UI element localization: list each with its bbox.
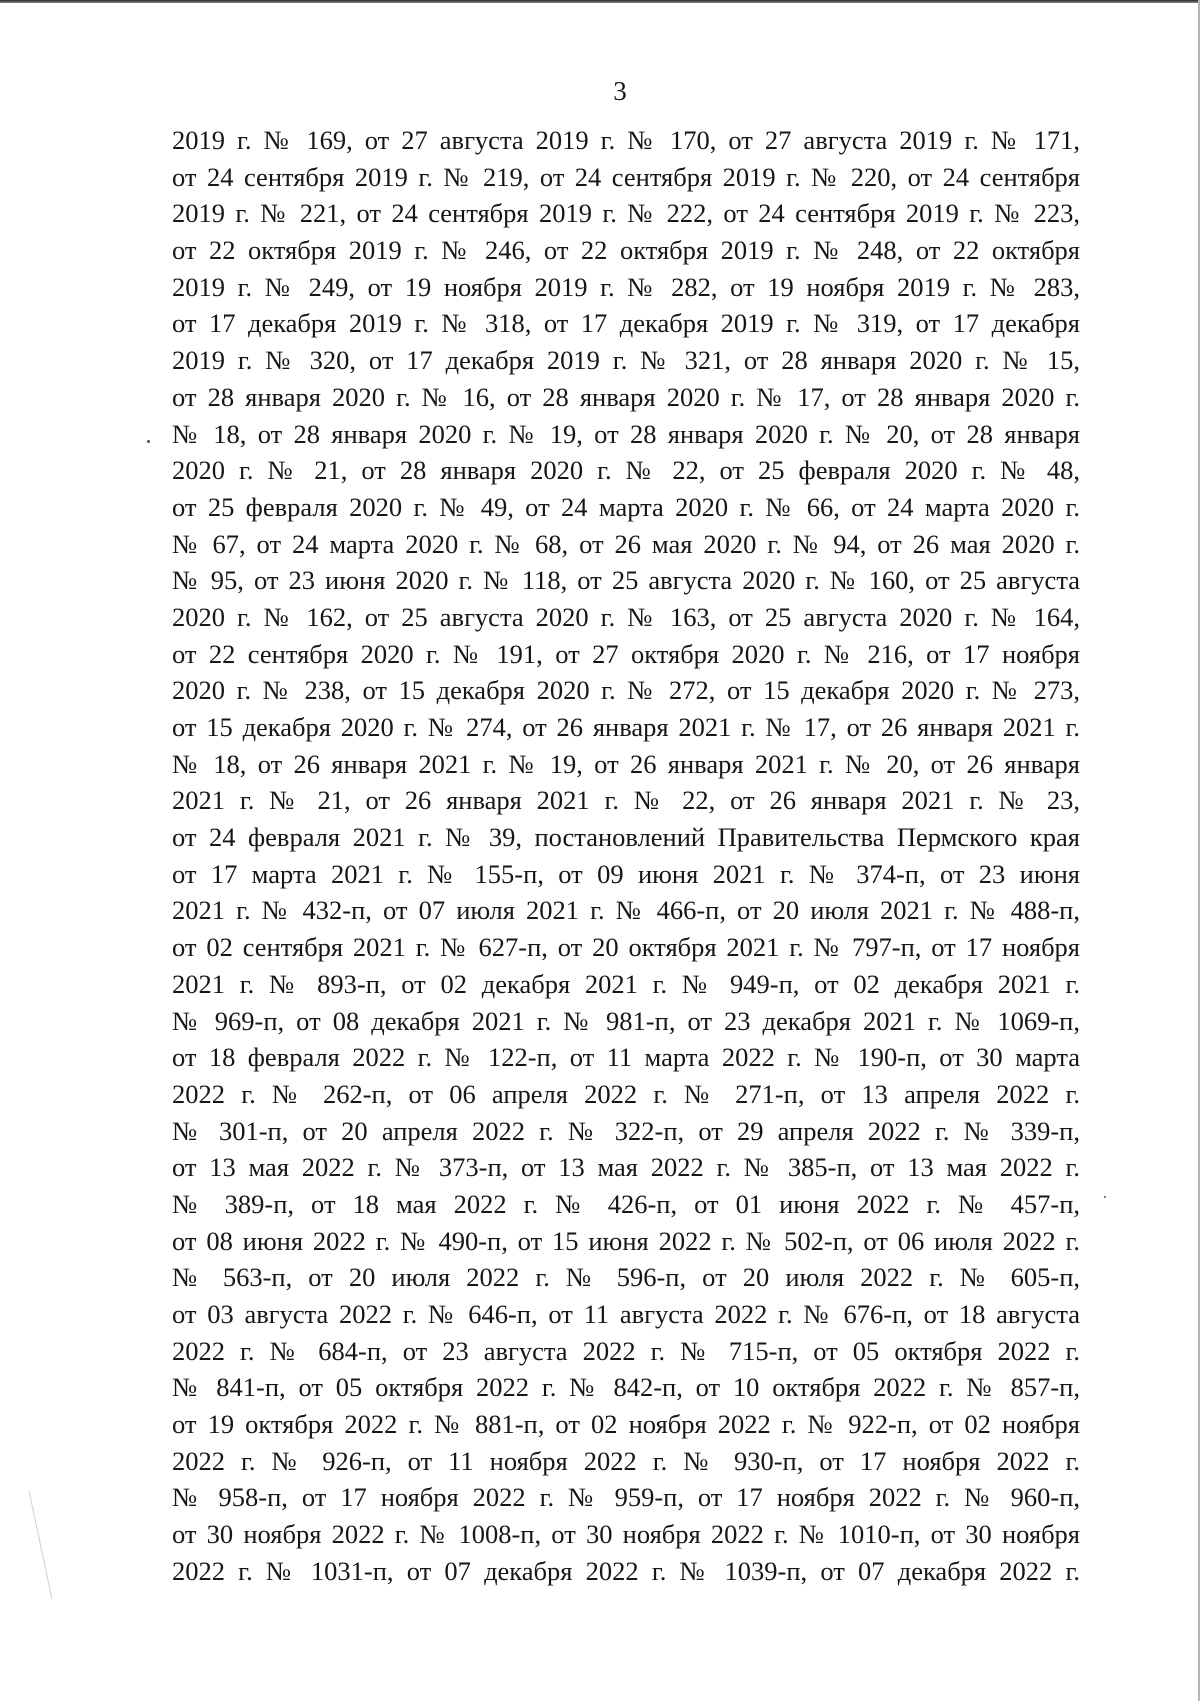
text-line: от 24 февраля 2021 г. № 39, постановлений Правительства Пермского края [172, 822, 1080, 853]
text-line: 2022 г. № 684-п, от 23 августа 2022 г. № 715-п, от 05 октября 2022 г. [172, 1335, 1080, 1366]
text-line: 2022 г. № 262-п, от 06 апреля 2022 г. № 271-п, от 13 апреля 2022 г. [172, 1078, 1080, 1109]
text-line: 2019 г. № 169, от 27 августа 2019 г. № 170, от 27 августа 2019 г. № 171, [172, 125, 1080, 155]
text-line: от 25 февраля 2020 г. № 49, от 24 марта 2020 г. № 66, от 24 марта 2020 г. [172, 491, 1080, 522]
body-text [172, 122, 1080, 1590]
text-line: № 18, от 26 января 2021 г. № 19, от 26 января 2021 г. № 20, от 26 января [172, 748, 1080, 779]
text-line: от 24 сентября 2019 г. № 219, от 24 сентября 2019 г. № 220, от 24 сентября [172, 161, 1080, 192]
text-line: № 389-п, от 18 мая 2022 г. № 426-п, от 01 июня 2022 г. № 457-п, [172, 1188, 1080, 1219]
text-line: от 17 марта 2021 г. № 155-п, от 09 июня 2021 г. № 374-п, от 23 июня [172, 858, 1080, 889]
page-number: 3 [613, 76, 627, 106]
text-line: от 19 октября 2022 г. № 881-п, от 02 ноября 2022 г. № 922-п, от 02 ноября [172, 1409, 1080, 1440]
text-line: 2020 г. № 238, от 15 декабря 2020 г. № 272, от 15 декабря 2020 г. № 273, [172, 675, 1080, 706]
text-line: от 18 февраля 2022 г. № 122-п, от 11 марта 2022 г. № 190-п, от 30 марта [172, 1042, 1080, 1073]
scan-top-edge [0, 0, 1200, 3]
text-line: 2020 г. № 21, от 28 января 2020 г. № 22, от 25 февраля 2020 г. № 48, [172, 455, 1080, 486]
text-line: от 02 сентября 2021 г. № 627-п, от 20 октября 2021 г. № 797-п, от 17 ноября [172, 932, 1080, 963]
text-line: № 969-п, от 08 декабря 2021 г. № 981-п, от 23 декабря 2021 г. № 1069-п, [172, 1005, 1080, 1036]
text-line: 2021 г. № 893-п, от 02 декабря 2021 г. № 949-п, от 02 декабря 2021 г. [172, 968, 1080, 999]
text-line: от 22 октября 2019 г. № 246, от 22 октября 2019 г. № 248, от 22 октября [172, 235, 1080, 266]
scan-speck [147, 440, 150, 443]
text-line: № 18, от 28 января 2020 г. № 19, от 28 января 2020 г. № 20, от 28 января [172, 418, 1080, 449]
text-line: 2022 г. № 926-п, от 11 ноября 2022 г. № 930-п, от 17 ноября 2022 г. [172, 1445, 1080, 1476]
text-line: 2019 г. № 320, от 17 декабря 2019 г. № 321, от 28 января 2020 г. № 15, [172, 345, 1080, 376]
text-line: 2022 г. № 1031-п, от 07 декабря 2022 г. № 1039-п, от 07 декабря 2022 г. [172, 1555, 1080, 1586]
text-line: 2021 г. № 432-п, от 07 июля 2021 г. № 466-п, от 20 июля 2021 г. № 488-п, [172, 895, 1080, 926]
text-line: от 15 декабря 2020 г. № 274, от 26 января 2021 г. № 17, от 26 января 2021 г. [172, 712, 1080, 742]
text-line: от 17 декабря 2019 г. № 318, от 17 декабря 2019 г. № 319, от 17 декабря [172, 308, 1080, 339]
scan-margin-mark [29, 1491, 53, 1599]
text-line: № 301-п, от 20 апреля 2022 г. № 322-п, от 29 апреля 2022 г. № 339-п, [172, 1115, 1080, 1146]
text-line: от 30 ноября 2022 г. № 1008-п, от 30 ноября 2022 г. № 1010-п, от 30 ноября [172, 1519, 1080, 1550]
scan-speck [1104, 1196, 1106, 1198]
text-line: № 563-п, от 20 июля 2022 г. № 596-п, от 20 июля 2022 г. № 605-п, [172, 1262, 1080, 1293]
text-line: от 08 июня 2022 г. № 490-п, от 15 июня 2022 г. № 502-п, от 06 июля 2022 г. [172, 1225, 1080, 1256]
text-line: 2020 г. № 162, от 25 августа 2020 г. № 163, от 25 августа 2020 г. № 164, [172, 601, 1080, 632]
text-line: № 958-п, от 17 ноября 2022 г. № 959-п, от 17 ноября 2022 г. № 960-п, [172, 1482, 1080, 1513]
text-line: 2021 г. № 21, от 26 января 2021 г. № 22, от 26 января 2021 г. № 23, [172, 785, 1080, 816]
text-line: № 95, от 23 июня 2020 г. № 118, от 25 августа 2020 г. № 160, от 25 августа [172, 565, 1080, 596]
text-line: 2019 г. № 221, от 24 сентября 2019 г. № 222, от 24 сентября 2019 г. № 223, [172, 198, 1080, 229]
text-line: от 22 сентября 2020 г. № 191, от 27 октября 2020 г. № 216, от 17 ноября [172, 638, 1080, 669]
text-line: № 67, от 24 марта 2020 г. № 68, от 26 мая 2020 г. № 94, от 26 мая 2020 г. [172, 528, 1080, 559]
text-line: от 28 января 2020 г. № 16, от 28 января 2020 г. № 17, от 28 января 2020 г. [172, 381, 1080, 412]
text-line: от 13 мая 2022 г. № 373-п, от 13 мая 2022 г. № 385-п, от 13 мая 2022 г. [172, 1152, 1080, 1183]
text-line: 2019 г. № 249, от 19 ноября 2019 г. № 282, от 19 ноября 2019 г. № 283, [172, 271, 1080, 302]
text-line: от 03 августа 2022 г. № 646-п, от 11 августа 2022 г. № 676-п, от 18 августа [172, 1299, 1080, 1329]
text-line: № 841-п, от 05 октября 2022 г. № 842-п, от 10 октября 2022 г. № 857-п, [172, 1372, 1080, 1403]
